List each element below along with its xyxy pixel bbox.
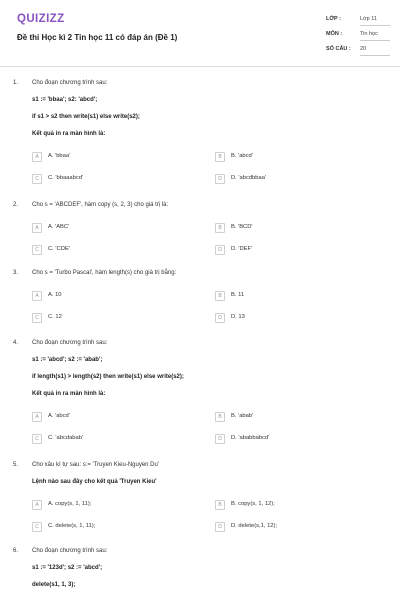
meta-underline [360,40,390,41]
answer-option-letter-box[interactable]: B [215,500,225,510]
answer-option-text: A. copy(s, 1, 11); [48,501,92,507]
meta-key: MÔN : [326,31,343,37]
answer-option-text: D. 'abcdbbaa' [231,175,267,181]
meta-underline [360,25,390,26]
meta-key: LỚP : [326,16,341,22]
answer-option-text: B. copy(s, 1, 12); [231,501,275,507]
answer-option-text: B. 'abcd' [231,153,253,159]
meta-value: Lớp 11 [360,16,377,22]
question-text: Kết quả in ra màn hình là: [32,391,106,397]
answer-option-text: A. 'bbaa' [48,153,71,159]
answer-option-text: B. 11 [231,292,245,298]
answer-option-letter-box[interactable]: B [215,291,225,301]
question-text: Cho s = 'Turbo Pascal', hàm length(s) cho giá trị bằng: [32,270,177,276]
answer-option-letter-box[interactable]: C [32,434,42,444]
answer-option-text: C. 'bbaaabcd' [48,175,84,181]
question-text: s1 := 'abcd'; s2 := 'abab'; [32,357,103,363]
meta-key: SỐ CÂU : [326,46,351,52]
question-number: 4. [13,340,19,346]
answer-option-letter-box[interactable]: C [32,313,42,323]
answer-option-text: C. 'abcdabab' [48,435,84,441]
question-text: Cho đoạn chương trình sau: [32,340,108,346]
answer-option-text: A. 'ABC' [48,224,70,230]
answer-option-letter-box[interactable]: D [215,522,225,532]
answer-option-letter-box[interactable]: D [215,434,225,444]
question-text: Cho đoạn chương trình sau: [32,548,108,554]
answer-option-letter-box[interactable]: C [32,522,42,532]
answer-option-text: D. delete(s,1, 12); [231,523,278,529]
question-text: Kết quả in ra màn hình là: [32,131,106,137]
quizizz-logo: QUIZIZZ [17,13,65,25]
answer-option-text: C. delete(s, 1, 11); [48,523,96,529]
answer-option-text: D. 'DEF' [231,246,253,252]
question-number: 3. [13,270,19,276]
answer-option-text: D. 'ababbabcd' [231,435,270,441]
answer-option-letter-box[interactable]: A [32,500,42,510]
question-text: Cho xâu kí tự sau: s:= 'Truyen Kieu-Nguyen Du' [32,462,159,468]
answer-option-text: B. 'abab' [231,413,254,419]
question-number: 2. [13,202,19,208]
answer-option-letter-box[interactable]: A [32,223,42,233]
answer-option-text: A. 10 [48,292,62,298]
question-number: 5. [13,462,19,468]
header-divider [0,66,400,67]
answer-option-letter-box[interactable]: D [215,174,225,184]
answer-option-letter-box[interactable]: A [32,291,42,301]
answer-option-letter-box[interactable]: A [32,412,42,422]
question-text: if length(s1) > length(s2) then write(s1) else write(s2); [32,374,184,380]
meta-underline [360,55,390,56]
question-text: Cho s = 'ABCDEF', hàm copy (s, 2, 3) cho giá trị là: [32,202,169,208]
answer-option-letter-box[interactable]: D [215,313,225,323]
answer-option-text: A. 'abcd' [48,413,70,419]
answer-option-text: B. 'BCD' [231,224,253,230]
question-text: delete(s1, 1, 3); [32,582,76,588]
answer-option-text: C. 12 [48,314,62,320]
meta-value: Tin học [360,31,378,37]
question-text: Lệnh nào sau đây cho kết quả 'Truyen Kieu' [32,479,157,485]
question-text: Cho đoạn chương trình sau: [32,80,108,86]
answer-option-letter-box[interactable]: C [32,174,42,184]
answer-option-text: D. 13 [231,314,245,320]
question-text: s1 := 'bbaa'; s2: 'abcd'; [32,97,98,103]
answer-option-letter-box[interactable]: A [32,152,42,162]
answer-option-letter-box[interactable]: D [215,245,225,255]
answer-option-letter-box[interactable]: C [32,245,42,255]
question-number: 1. [13,80,19,86]
answer-option-letter-box[interactable]: B [215,223,225,233]
question-number: 6. [13,548,19,554]
page-title: Đề thi Học kì 2 Tin học 11 có đáp án (Đề 1) [17,33,178,42]
question-text: s1 := '123d'; s2 := 'abcd'; [32,565,103,571]
meta-value: 20 [360,46,367,52]
answer-option-letter-box[interactable]: B [215,152,225,162]
answer-option-letter-box[interactable]: B [215,412,225,422]
question-text: if s1 > s2 then write(s1) else write(s2); [32,114,140,120]
answer-option-text: C. 'CDE' [48,246,70,252]
